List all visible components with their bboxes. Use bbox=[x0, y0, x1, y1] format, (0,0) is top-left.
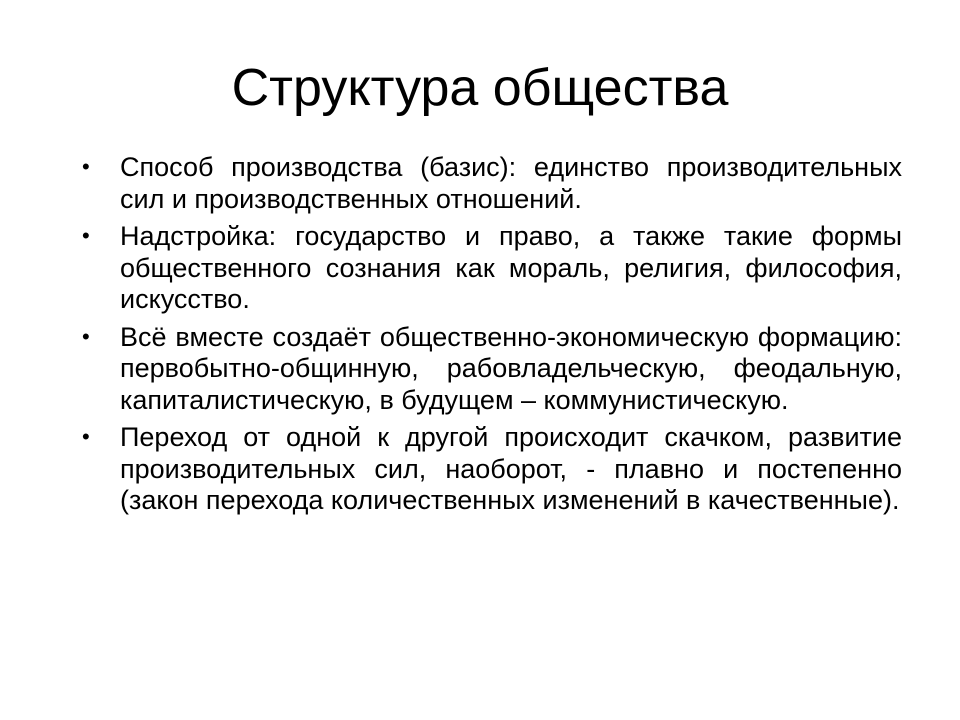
bullet-text: Надстройка: государство и право, а также такие формы общественного сознания как мораль, религия, философия, искусство. bbox=[120, 221, 902, 314]
bullet-item bbox=[82, 321, 902, 417]
bullet-item bbox=[82, 422, 902, 517]
bullet-dot-icon: • bbox=[82, 223, 90, 248]
bullet-text: Всё вместе создаёт общественно-экономическую формацию: первобытно-общинную, рабовладельческую, феодальную, капиталистическую, в будущем – коммунистическую. bbox=[120, 321, 902, 415]
bullet-dot-icon: • bbox=[82, 424, 90, 449]
bullet-item bbox=[82, 152, 902, 215]
bullet-dot-icon: • bbox=[82, 154, 90, 179]
slide-title: Структура общества bbox=[231, 59, 729, 117]
bullet-dot-icon: • bbox=[82, 323, 90, 349]
bullet-item bbox=[82, 221, 902, 316]
bullet-text: Способ производства (базис): единство производительных сил и производственных отношений. bbox=[120, 152, 902, 214]
bullet-list bbox=[82, 152, 902, 523]
bullet-text: Переход от одной к другой происходит скачком, развитие производительных сил, наоборот, - плавно и постепенно (закон перехода количественных изменений в качественные). bbox=[120, 422, 902, 515]
